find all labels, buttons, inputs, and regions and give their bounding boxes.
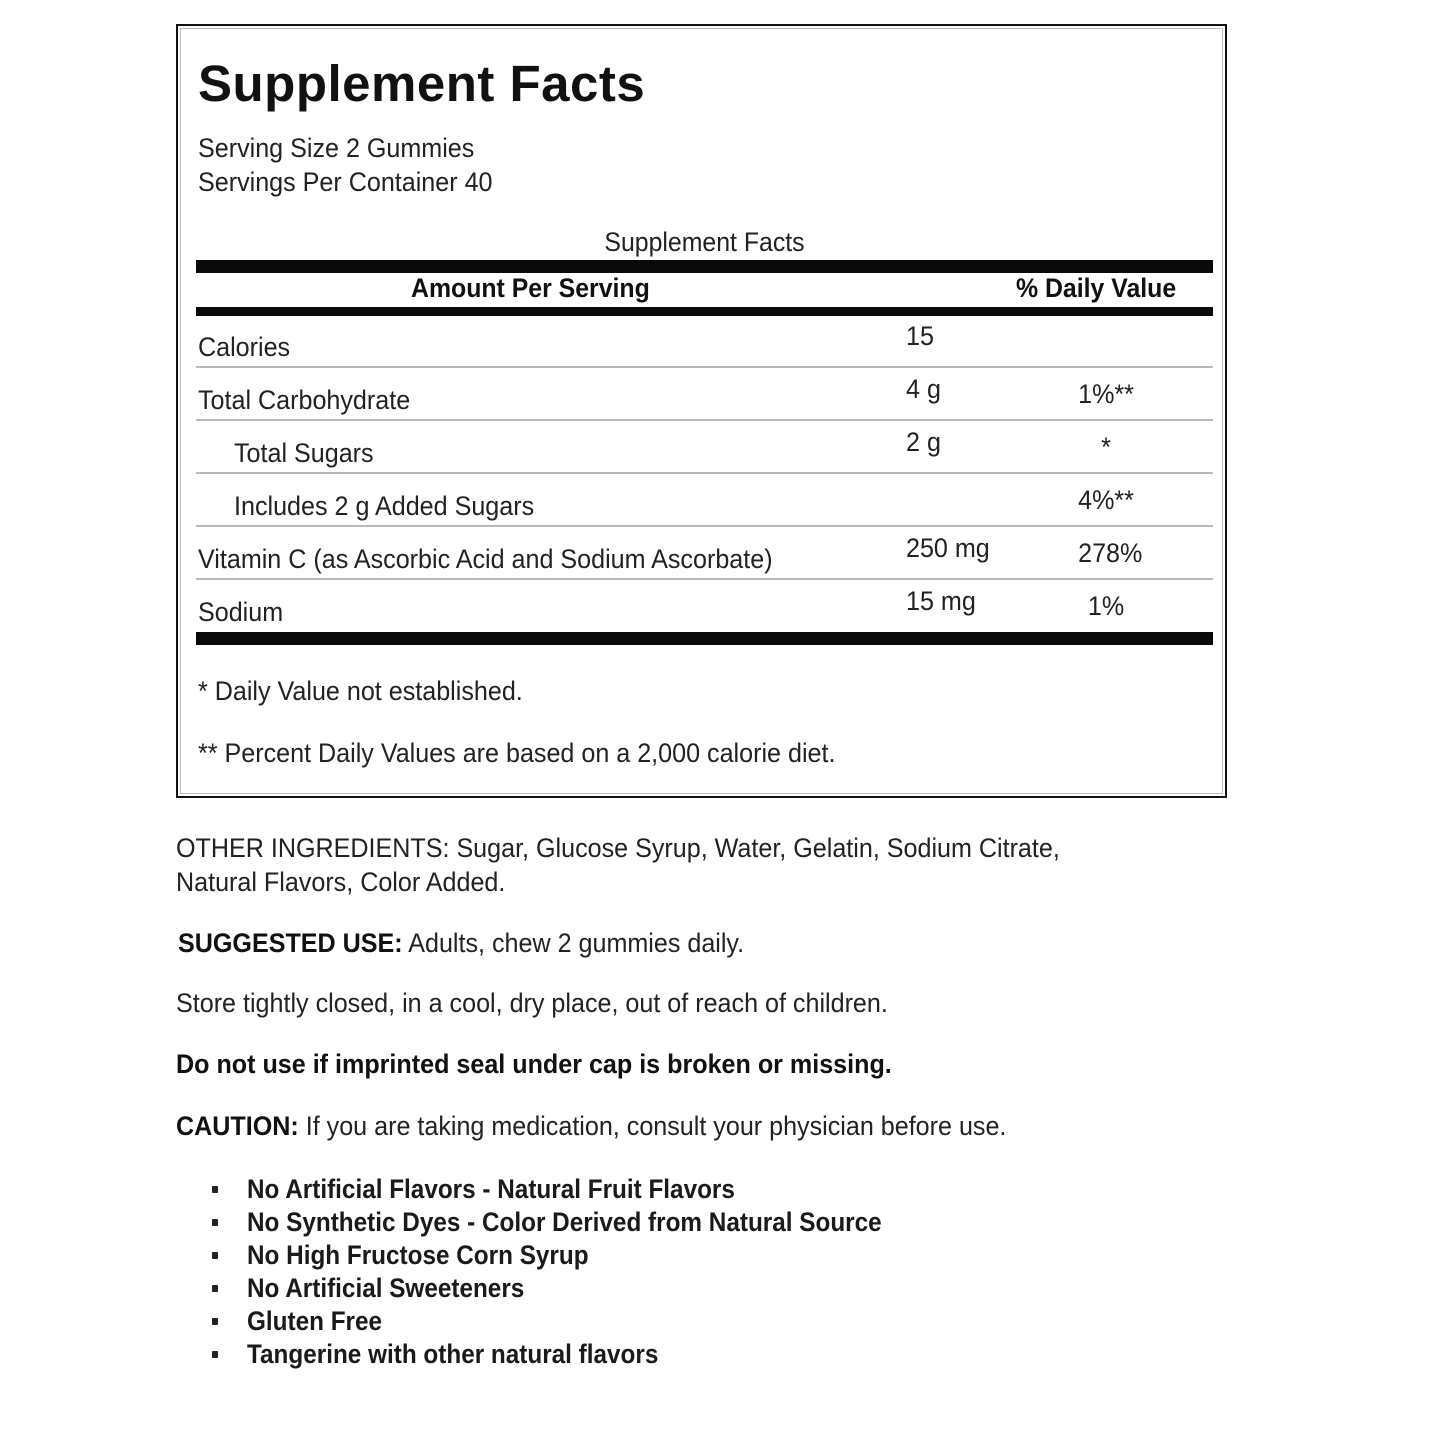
footnote-calorie-diet: ** Percent Daily Values are based on a 2,000 calorie diet.	[198, 738, 836, 768]
other-ingredients	[176, 831, 1060, 899]
nutrient-daily-value: 4%**	[1078, 485, 1134, 515]
nutrient-daily-value: 1%**	[1078, 379, 1134, 409]
nutrient-daily-value: 278%	[1078, 538, 1143, 568]
panel-title: Supplement Facts	[198, 55, 646, 112]
table-row	[196, 422, 1213, 474]
table-caption: Supplement Facts	[604, 227, 805, 257]
feature-text: No Artificial Flavors - Natural Fruit Flavors	[247, 1174, 735, 1204]
supplement-facts-panel	[176, 24, 1227, 798]
nutrient-name: Includes 2 g Added Sugars	[234, 491, 535, 521]
header-amount-per-serving: Amount Per Serving	[411, 273, 650, 303]
feature-text: Gluten Free	[247, 1306, 383, 1336]
table-row	[196, 475, 1213, 527]
table-row	[196, 581, 1213, 633]
table-row	[196, 528, 1213, 580]
caution-text: If you are taking medication, consult your physician before use.	[305, 1111, 1007, 1141]
nutrient-name: Vitamin C (as Ascorbic Acid and Sodium Ascorbate)	[198, 544, 773, 574]
nutrient-amount: 4 g	[906, 374, 941, 404]
nutrient-daily-value: *	[1101, 432, 1111, 462]
suggested-use	[178, 926, 744, 960]
feature-text: No High Fructose Corn Syrup	[247, 1240, 589, 1270]
thick-divider-bottom	[196, 632, 1213, 645]
seal-warning: Do not use if imprinted seal under cap is broken or missing.	[176, 1049, 892, 1079]
bullet-icon	[212, 1285, 218, 1292]
nutrient-name: Total Sugars	[234, 438, 374, 468]
other-ingredients-line2: Natural Flavors, Color Added.	[176, 867, 506, 897]
suggested-use-label: SUGGESTED USE:	[178, 928, 403, 958]
suggested-use-text: Adults, chew 2 gummies daily.	[408, 928, 745, 958]
table-row	[196, 316, 1213, 368]
other-ingredients-line1: Sugar, Glucose Syrup, Water, Gelatin, Sodium Citrate,	[456, 833, 1060, 863]
table-row	[196, 369, 1213, 421]
caution	[176, 1109, 1006, 1143]
bullet-icon	[212, 1186, 218, 1193]
serving-size: Serving Size 2 Gummies	[198, 133, 475, 163]
bullet-icon	[212, 1219, 218, 1226]
nutrient-daily-value: 1%	[1087, 591, 1125, 621]
bullet-icon	[212, 1318, 218, 1325]
bullet-icon	[212, 1351, 218, 1358]
thick-divider-top	[196, 260, 1213, 273]
feature-text: Tangerine with other natural flavors	[247, 1339, 659, 1369]
other-ingredients-label: OTHER INGREDIENTS:	[176, 833, 450, 863]
nutrient-amount: 15	[906, 321, 934, 351]
nutrient-amount: 2 g	[906, 427, 941, 457]
caution-label: CAUTION:	[176, 1111, 299, 1141]
nutrient-name: Sodium	[198, 597, 284, 627]
nutrient-amount: 15 mg	[906, 586, 976, 616]
nutrient-name: Total Carbohydrate	[198, 385, 411, 415]
thick-divider-header	[196, 307, 1213, 316]
servings-per-container: Servings Per Container 40	[198, 167, 493, 197]
footnote-dv-not-established: * Daily Value not established.	[198, 676, 523, 706]
storage-instructions: Store tightly closed, in a cool, dry place, out of reach of children.	[176, 988, 888, 1018]
nutrient-name: Calories	[198, 332, 291, 362]
feature-text: No Artificial Sweeteners	[247, 1273, 525, 1303]
feature-text: No Synthetic Dyes - Color Derived from Natural Source	[247, 1207, 882, 1237]
header-daily-value: % Daily Value	[1016, 273, 1177, 303]
nutrient-amount: 250 mg	[906, 533, 990, 563]
bullet-icon	[212, 1252, 218, 1259]
